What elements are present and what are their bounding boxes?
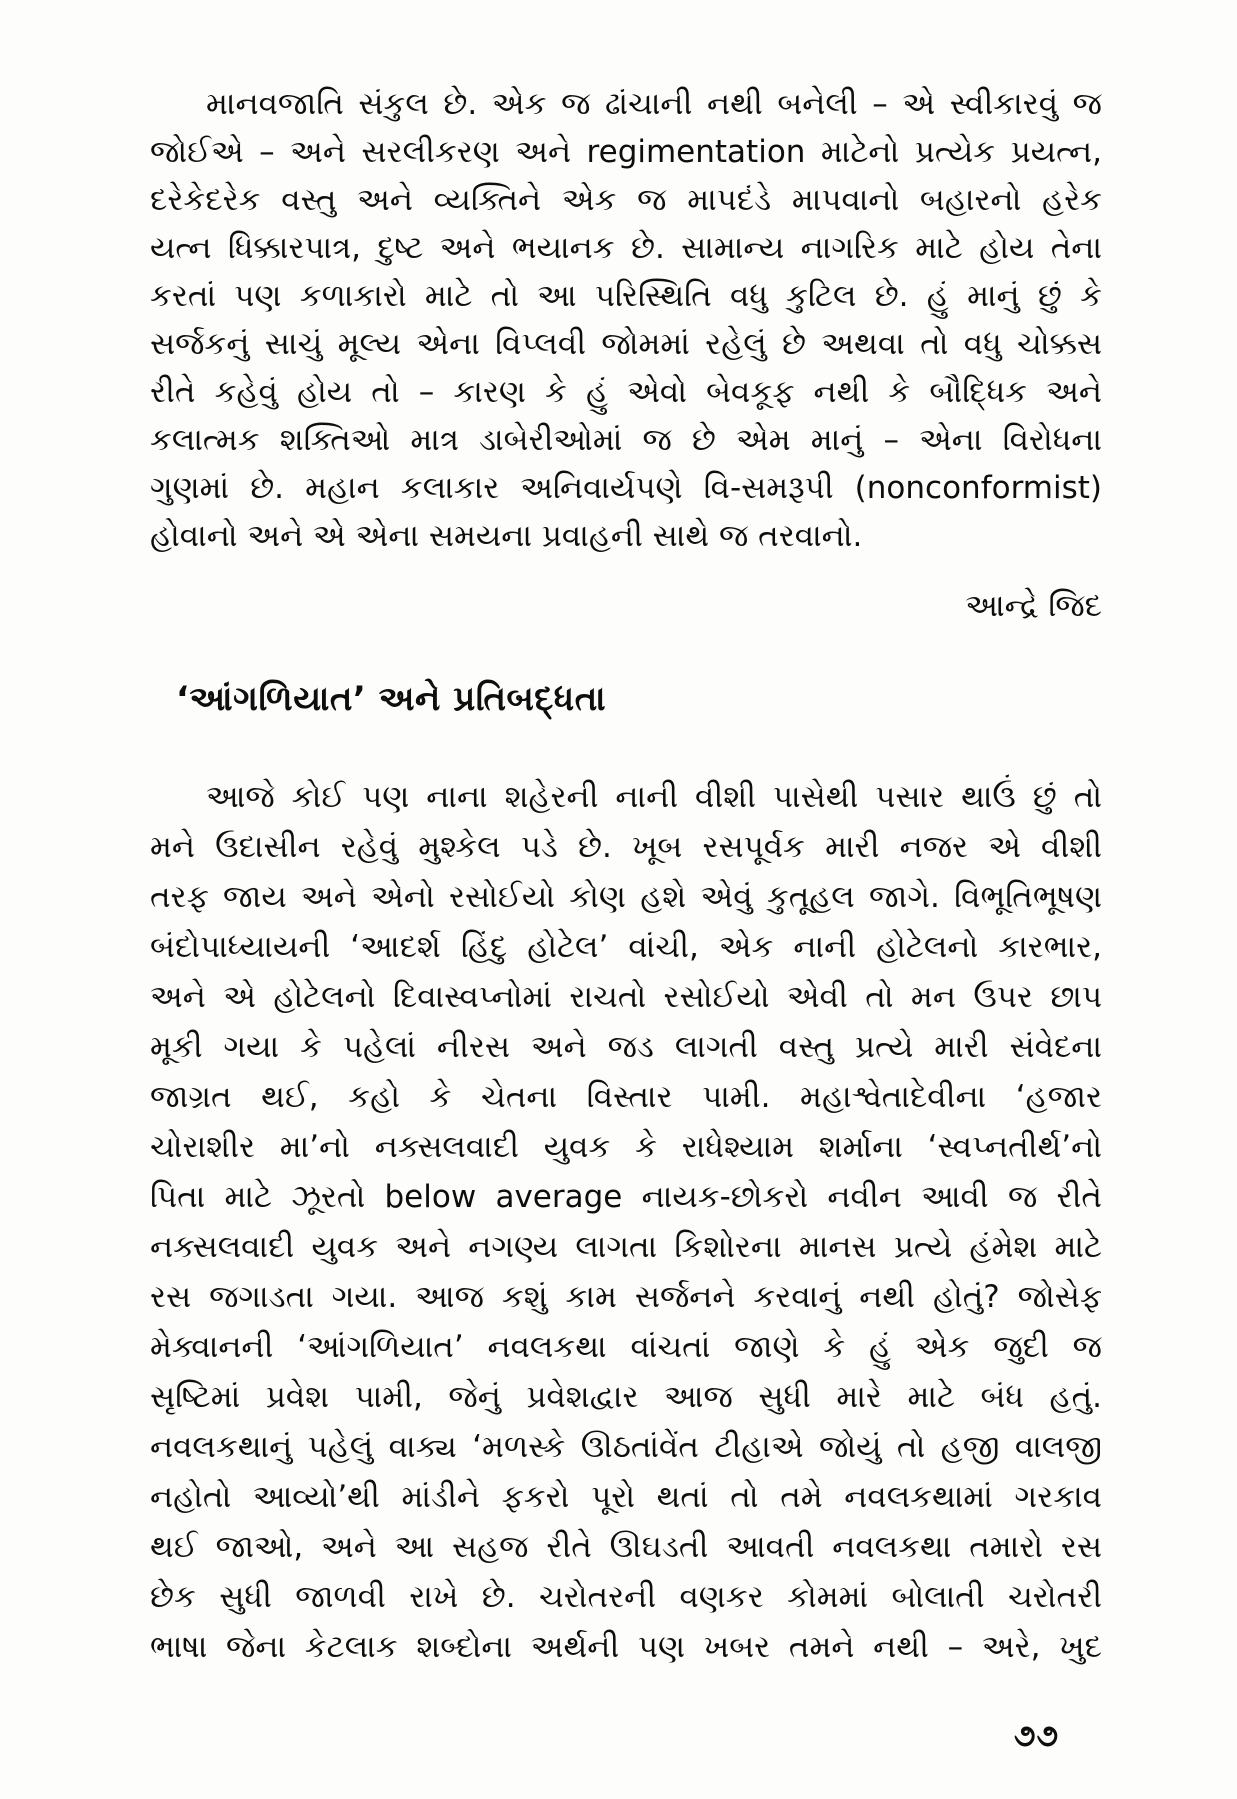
text-line: સૃષ્ટિમાં પ્રવેશ પામી, જેનું પ્રવેશદ્વાર આજ સુધી મારે માટે બંધ હતું. xyxy=(150,1379,1102,1415)
text-line: બંદોપાધ્યાયની ‘આદર્શ હિંદુ હોટેલ’ વાંચી, એક નાની હોટેલનો કારભાર, xyxy=(150,929,1102,965)
text-line: થઈ જાઓ, અને આ સહજ રીતે ઊઘડતી આવતી નવલકથા તમારો રસ xyxy=(150,1529,1102,1565)
essay-title: ‘આંગળિયાત’ અને પ્રતિબદ્ધતા xyxy=(176,679,607,719)
text-line: ભાષા જેના કેટલાક શબ્દોના અર્થની પણ ખબર તમને નથી – અરે, ખુદ xyxy=(150,1629,1102,1665)
page-number: ૭૭ xyxy=(1013,1718,1059,1754)
text-line: નક્સલવાદી યુવક અને નગણ્ય લાગતા કિશોરના માનસ પ્રત્યે હંમેશ માટે xyxy=(150,1229,1102,1265)
quote-attribution: આન્દ્રે જિદ xyxy=(965,588,1102,624)
text-line: મને ઉદાસીન રહેવું મુશ્કેલ પડે છે. ખૂબ રસપૂર્વક મારી નજર એ વીશી xyxy=(150,829,1102,865)
text-line: પિતા માટે ઝૂરતો below average નાયક-છોકરો નવીન આવી જ રીતે xyxy=(150,1179,1102,1215)
text-line: રસ જગાડતા ગયા. આજ કશું કામ સર્જનને કરવાનું નથી હોતું? જોસેફ xyxy=(150,1279,1102,1315)
text-line: ગુણમાં છે. મહાન કલાકાર અનિવાર્યપણે વિ-સમરૂપી (nonconformist) xyxy=(150,470,1102,506)
quote-paragraph xyxy=(150,80,1102,560)
text-line: ચોરાશીર મા’નો નક્સલવાદી યુવક કે રાધેશ્યામ શર્માના ‘સ્વપ્નતીર્થ’નો xyxy=(150,1129,1102,1165)
text-line: કરતાં પણ કળાકારો માટે તો આ પરિસ્થિતિ વધુ કુટિલ છે. હું માનું છું કે xyxy=(150,278,1102,314)
text-line: નહોતો આવ્યો’થી માંડીને ફકરો પૂરો થતાં તો તમે નવલકથામાં ગરકાવ xyxy=(150,1479,1102,1515)
text-line: દરેકેદરેક વસ્તુ અને વ્યક્તિને એક જ માપદંડે માપવાનો બહારનો હરેક xyxy=(150,182,1102,218)
text-line: તરફ જાય અને એનો રસોઈયો કોણ હશે એવું કુતૂહલ જાગે. વિભૂતિભૂષણ xyxy=(150,879,1102,915)
text-line: જાગ્રત થઈ, કહો કે ચેતના વિસ્તાર પામી. મહાશ્વેતાદેવીના ‘હજાર xyxy=(150,1079,1102,1115)
text-line: આજે કોઈ પણ નાના શહેરની નાની વીશી પાસેથી પસાર થાઉં છું તો xyxy=(206,779,1102,815)
text-line: યત્ન ધિક્કારપાત્ર, દુષ્ટ અને ભયાનક છે. સામાન્ય નાગરિક માટે હોય તેના xyxy=(150,230,1102,266)
text-line: નવલકથાનું પહેલું વાક્ય ‘મળસ્કે ઊઠતાંવેંત ટીહાએ જોયું તો હજી વાલજી xyxy=(150,1429,1102,1465)
text-line: અને એ હોટેલનો દિવાસ્વપ્નોમાં રાચતો રસોઈયો એવી તો મન ઉપર છાપ xyxy=(150,979,1102,1015)
text-line: માનવજાતિ સંકુલ છે. એક જ ઢાંચાની નથી બનેલી – એ સ્વીકારવું જ xyxy=(206,86,1102,122)
text-line: હોવાનો અને એ એના સમયના પ્રવાહની સાથે જ તરવાનો. xyxy=(150,518,863,554)
text-line: રીતે કહેવું હોય તો – કારણ કે હું એવો બેવકૂફ નથી કે બૌદ્ધિક અને xyxy=(150,374,1102,410)
text-line: છેક સુધી જાળવી રાખે છે. ચરોતરની વણકર કોમમાં બોલાતી ચરોતરી xyxy=(150,1579,1102,1615)
text-line: કલાત્મક શક્તિઓ માત્ર ડાબેરીઓમાં જ છે એમ માનું – એના વિરોધના xyxy=(150,422,1102,458)
text-line: સર્જકનું સાચું મૂલ્ય એના વિપ્લવી જોમમાં રહેલું છે અથવા તો વધુ ચોક્કસ xyxy=(150,326,1102,362)
essay-paragraph xyxy=(150,772,1102,1672)
text-line: મૂકી ગયા કે પહેલાં નીરસ અને જડ લાગતી વસ્તુ પ્રત્યે મારી સંવેદના xyxy=(150,1029,1102,1065)
text-line: મેક્વાનની ‘આંગળિયાત’ નવલકથા વાંચતાં જાણે કે હું એક જુદી જ xyxy=(150,1329,1102,1365)
text-line: જોઈએ – અને સરલીકરણ અને regimentation માટેનો પ્રત્યેક પ્રયત્ન, xyxy=(150,134,1102,170)
